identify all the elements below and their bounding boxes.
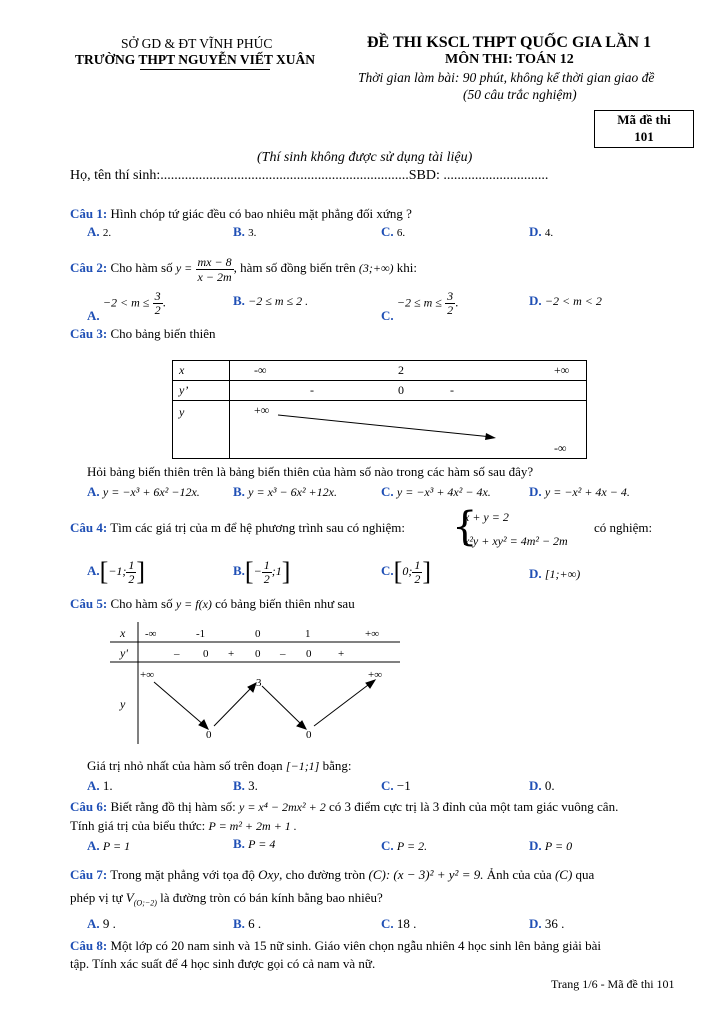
q4-option-b[interactable]: B.[− $\frac{1}{2}$ ;1]: [233, 557, 291, 586]
school-underline: [140, 69, 270, 70]
exam-code-label: Mã đề thi: [617, 112, 671, 127]
q3-option-c[interactable]: C. y = −x³ + 4x² − 4x.: [381, 484, 491, 499]
q5-option-c[interactable]: C. −1: [381, 778, 411, 793]
q6-option-c[interactable]: C. P = 2.: [381, 838, 428, 853]
q1-option-a[interactable]: A. 2.: [87, 224, 112, 239]
q2-option-b[interactable]: B. −2 ≤ m ≤ 2 .: [233, 293, 309, 308]
q2-option-a[interactable]: A. −2 < m ≤ $\frac{3}{2}$ .: [87, 289, 166, 324]
q7-option-c[interactable]: C. 18 .: [381, 916, 417, 931]
exam-code: 101: [634, 129, 654, 144]
question-6: Câu 6: Biết rằng đồ thị hàm số: y = x⁴ − 2mx² + 2 có 3 điểm cực trị là 3 đỉnh của một tam giác vuông cân.: [70, 799, 619, 814]
question-3: Câu 3: Cho bảng biến thiên: [70, 326, 216, 341]
q5-v4: 0: [306, 729, 312, 741]
q5-x2: -1: [196, 628, 206, 640]
q5-sign-3: +: [228, 648, 235, 660]
q2-option-d[interactable]: D. −2 < m < 2: [529, 293, 602, 308]
q5-x-label: x: [120, 626, 126, 640]
question-7-line-2: phép vị tự $V_{(O;-2)}$ là đường tròn có bán kính bằng bao nhiêu?: [70, 890, 383, 908]
q6-option-d[interactable]: D. P = 0: [529, 838, 573, 853]
q4-option-d[interactable]: D. [1;+∞): [529, 566, 581, 581]
q1-option-d[interactable]: D. 4.: [529, 224, 554, 239]
variation-table-q3: x -∞ 2 +∞ y’ - 0 - y +∞ -∞: [172, 360, 587, 459]
dept-name: SỞ GD & ĐT VĨNH PHÚC: [121, 36, 273, 51]
q5-sign-6: 0: [306, 648, 312, 660]
question-4: Câu 4: Tìm các giá trị của m để hệ phương trình sau có nghiệm:: [70, 520, 405, 535]
page-footer: Trang 1/6 - Mã đề thi 101: [551, 977, 675, 991]
question-5: Câu 5: Cho hàm số y = f(x) có bảng biến thiên như sau: [70, 596, 355, 611]
decreasing-arrow: [270, 411, 500, 443]
exam-subject: MÔN THI: TOÁN 12: [445, 52, 574, 67]
q7-option-a[interactable]: A. 9 .: [87, 916, 116, 931]
q5-option-b[interactable]: B. 3.: [233, 778, 258, 793]
q4-option-c[interactable]: C.[0; $\frac{1}{2}$ ]: [381, 557, 431, 586]
question-7: Câu 7: Trong mặt phẳng với tọa độ Oxy, cho đường tròn (C): (x − 3)² + y² = 9. Ảnh của của (C) qua: [70, 867, 595, 882]
variation-table-q5: [110, 622, 400, 744]
q5-x5: +∞: [365, 628, 380, 640]
q6-option-a[interactable]: A. P = 1: [87, 838, 131, 853]
q5-v2: 0: [206, 729, 212, 741]
exam-code-box: [594, 110, 694, 148]
q5-sign-7: +: [338, 648, 345, 660]
question-count: (50 câu trắc nghiệm): [463, 87, 577, 102]
q3-option-b[interactable]: B. y = x³ − 6x² +12x.: [233, 484, 337, 499]
q7-option-b[interactable]: B. 6 .: [233, 916, 262, 931]
q5-x4: 1: [305, 628, 311, 640]
question-8-line-2: tập. Tính xác suất để 4 học sinh được gọi có cả nam và nữ.: [70, 956, 376, 971]
q4-tail: có nghiệm:: [594, 520, 653, 535]
q5-sign-4: 0: [255, 648, 261, 660]
q5-sign-1: –: [174, 648, 180, 660]
q5-v3: 3: [256, 677, 262, 689]
q2-option-c[interactable]: C. −2 ≤ m ≤ $\frac{3}{2}$ .: [381, 289, 459, 324]
exam-time: Thời gian làm bài: 90 phút, không kể thời gian giao đề: [358, 70, 655, 85]
q5-sign-2: 0: [203, 648, 209, 660]
q5-v5: +∞: [368, 669, 383, 681]
question-1: Câu 1: Hình chóp tứ giác đều có bao nhiêu mặt phẳng đối xứng ?: [70, 206, 412, 221]
exam-title: ĐỀ THI KSCL THPT QUỐC GIA LẦN 1: [367, 34, 652, 51]
school-name: TRƯỜNG THPT NGUYỄN VIẾT XUÂN: [75, 52, 316, 67]
question-6-line-2: Tính giá trị của biểu thức: P = m² + 2m + 1 .: [70, 818, 297, 833]
q5-question: Giá trị nhỏ nhất của hàm số trên đoạn [−1;1] bằng:: [87, 758, 352, 773]
q5-sign-5: –: [280, 648, 286, 660]
question-2: Câu 2: Cho hàm số y = $\frac{mx - 8}{x - 2m}$ , hàm số đồng biến trên (3;+∞) khi:: [70, 254, 418, 284]
q1-option-b[interactable]: B. 3.: [233, 224, 257, 239]
q7-option-d[interactable]: D. 36 .: [529, 916, 565, 931]
q5-x3: 0: [255, 628, 261, 640]
q5-x1: -∞: [145, 628, 157, 640]
q5-yp-label: y': [120, 646, 128, 660]
q4-system: { x + y = 2 x²y + xy² = 4m² − 2m: [452, 504, 568, 550]
q5-option-d[interactable]: D. 0.: [529, 778, 555, 793]
q5-y-label: y: [120, 697, 126, 711]
question-8: Câu 8: Một lớp có 20 nam sinh và 15 nữ sinh. Giáo viên chọn ngẫu nhiên 4 học sinh lên bảng giải bài: [70, 938, 601, 953]
exam-note: (Thí sinh không được sử dụng tài liệu): [257, 150, 473, 165]
q5-option-a[interactable]: A. 1.: [87, 778, 113, 793]
q3-option-a[interactable]: A. y = −x³ + 6x² −12x.: [87, 484, 200, 499]
q1-option-c[interactable]: C. 6.: [381, 224, 406, 239]
q4-option-a[interactable]: A.[−1; $\frac{1}{2}$ ]: [87, 557, 146, 586]
q3-question: Hỏi bảng biến thiên trên là bảng biến thiên của hàm số nào trong các hàm số sau đây?: [87, 464, 534, 479]
student-info-line: Họ, tên thí sinh:.......................................................................SBD: ..............................: [70, 168, 549, 183]
q6-option-b[interactable]: B. P = 4: [233, 836, 276, 851]
q5-v1: +∞: [140, 669, 155, 681]
q3-option-d[interactable]: D. y = −x² + 4x − 4.: [529, 484, 630, 499]
